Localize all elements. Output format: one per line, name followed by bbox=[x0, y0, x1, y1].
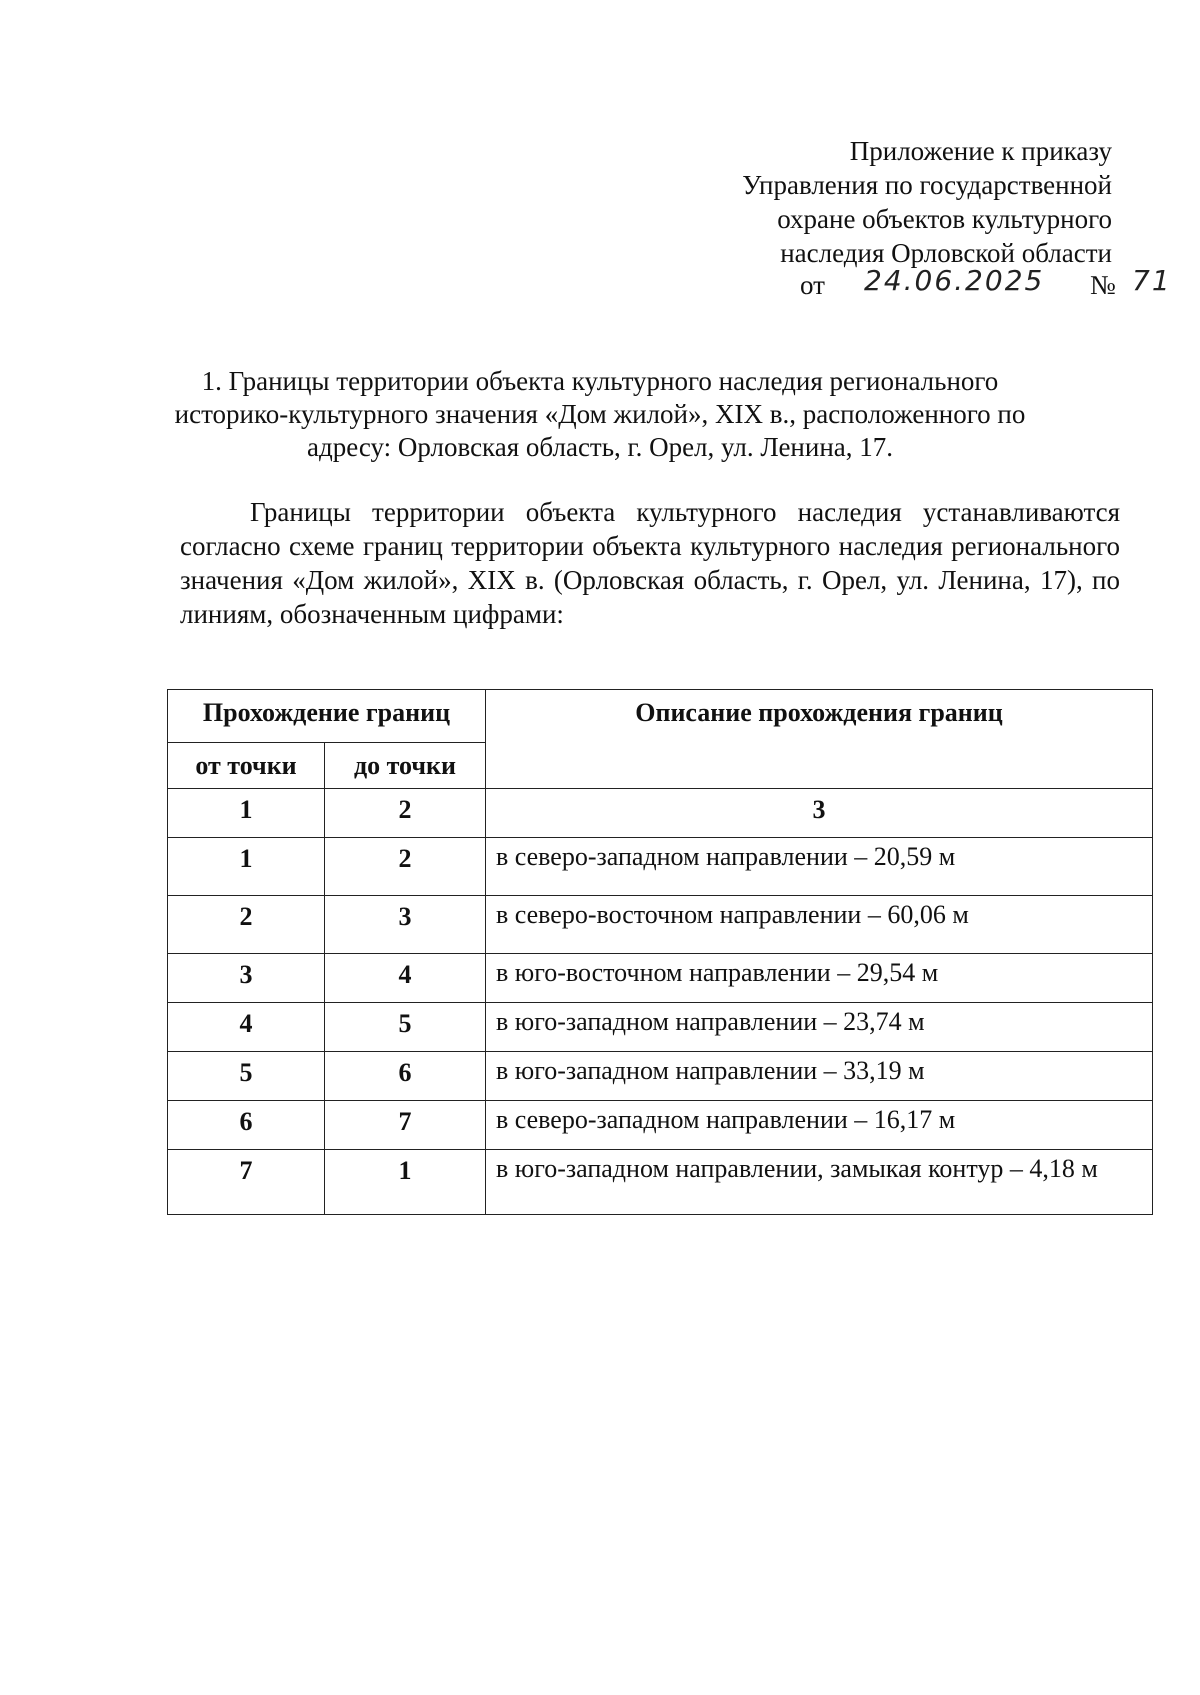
appendix-header bbox=[742, 134, 1112, 270]
to-point-cell: 4 bbox=[325, 954, 486, 1003]
description-cell: в юго-восточном направлении – 29,54 м bbox=[486, 954, 1153, 1003]
header-boundary-passage: Прохождение границ bbox=[168, 690, 486, 743]
to-point-cell: 7 bbox=[325, 1101, 486, 1150]
boundaries-table bbox=[167, 689, 1153, 1215]
to-point-cell: 1 bbox=[325, 1150, 486, 1215]
from-point-cell: 1 bbox=[168, 838, 325, 896]
to-point-cell: 2 bbox=[325, 838, 486, 896]
table-row bbox=[168, 838, 1153, 896]
from-point-cell: 4 bbox=[168, 1003, 325, 1052]
from-point-cell: 2 bbox=[168, 896, 325, 954]
title-line: историко-культурного значения «Дом жилой», XIX в., расположенного по bbox=[174, 399, 1026, 429]
column-index: 3 bbox=[486, 789, 1153, 838]
header-description: Описание прохождения границ bbox=[486, 690, 1153, 789]
header-from-point: от точки bbox=[168, 743, 325, 789]
description-cell: в северо-восточном направлении – 60,06 м bbox=[486, 896, 1153, 954]
column-index-row bbox=[168, 789, 1153, 838]
header-to-point: до точки bbox=[325, 743, 486, 789]
table-row bbox=[168, 1052, 1153, 1101]
from-point-cell: 3 bbox=[168, 954, 325, 1003]
from-point-cell: 6 bbox=[168, 1101, 325, 1150]
title-line: адресу: Орловская область, г. Орел, ул. Ленина, 17. bbox=[306, 432, 894, 462]
table-row bbox=[168, 896, 1153, 954]
table-row bbox=[168, 1101, 1153, 1150]
description-cell: в юго-западном направлении – 23,74 м bbox=[486, 1003, 1153, 1052]
header-line: Управления по государственной bbox=[742, 170, 1112, 200]
handwritten-number: 71 bbox=[1132, 264, 1172, 297]
description-cell: в северо-западном направлении – 16,17 м bbox=[486, 1101, 1153, 1150]
description-cell: в юго-западном направлении – 33,19 м bbox=[486, 1052, 1153, 1101]
number-sign: № bbox=[1090, 270, 1116, 300]
to-point-cell: 3 bbox=[325, 896, 486, 954]
date-prefix: от bbox=[800, 270, 825, 300]
table-header-row bbox=[168, 690, 1153, 743]
header-line: охране объектов культурного bbox=[777, 204, 1112, 234]
from-point-cell: 5 bbox=[168, 1052, 325, 1101]
body-paragraph: Границы территории объекта культурного наследия устанавливаются согласно схеме границ территории объекта культурного наследия регионального значения «Дом жилой», XIX в. (Орловская область, г. Орел, ул. Ленина, 17), по линиям, обозначенным цифрами: bbox=[180, 497, 1120, 629]
handwritten-date: 24.06.2025 bbox=[864, 264, 1045, 297]
column-index: 1 bbox=[168, 789, 325, 838]
header-line: Приложение к приказу bbox=[849, 136, 1112, 166]
table-row bbox=[168, 954, 1153, 1003]
table-row bbox=[168, 1150, 1153, 1215]
column-index: 2 bbox=[325, 789, 486, 838]
to-point-cell: 6 bbox=[325, 1052, 486, 1101]
order-date-number bbox=[800, 264, 1172, 304]
from-point-cell: 7 bbox=[168, 1150, 325, 1215]
table-row bbox=[168, 1003, 1153, 1052]
description-cell: в юго-западном направлении, замыкая контур – 4,18 м bbox=[486, 1150, 1153, 1215]
section-title bbox=[150, 365, 1050, 464]
description-cell: в северо-западном направлении – 20,59 м bbox=[486, 838, 1153, 896]
to-point-cell: 5 bbox=[325, 1003, 486, 1052]
header-line: наследия Орловской области bbox=[780, 238, 1112, 268]
title-line: 1. Границы территории объекта культурного наследия регионального bbox=[201, 366, 999, 396]
